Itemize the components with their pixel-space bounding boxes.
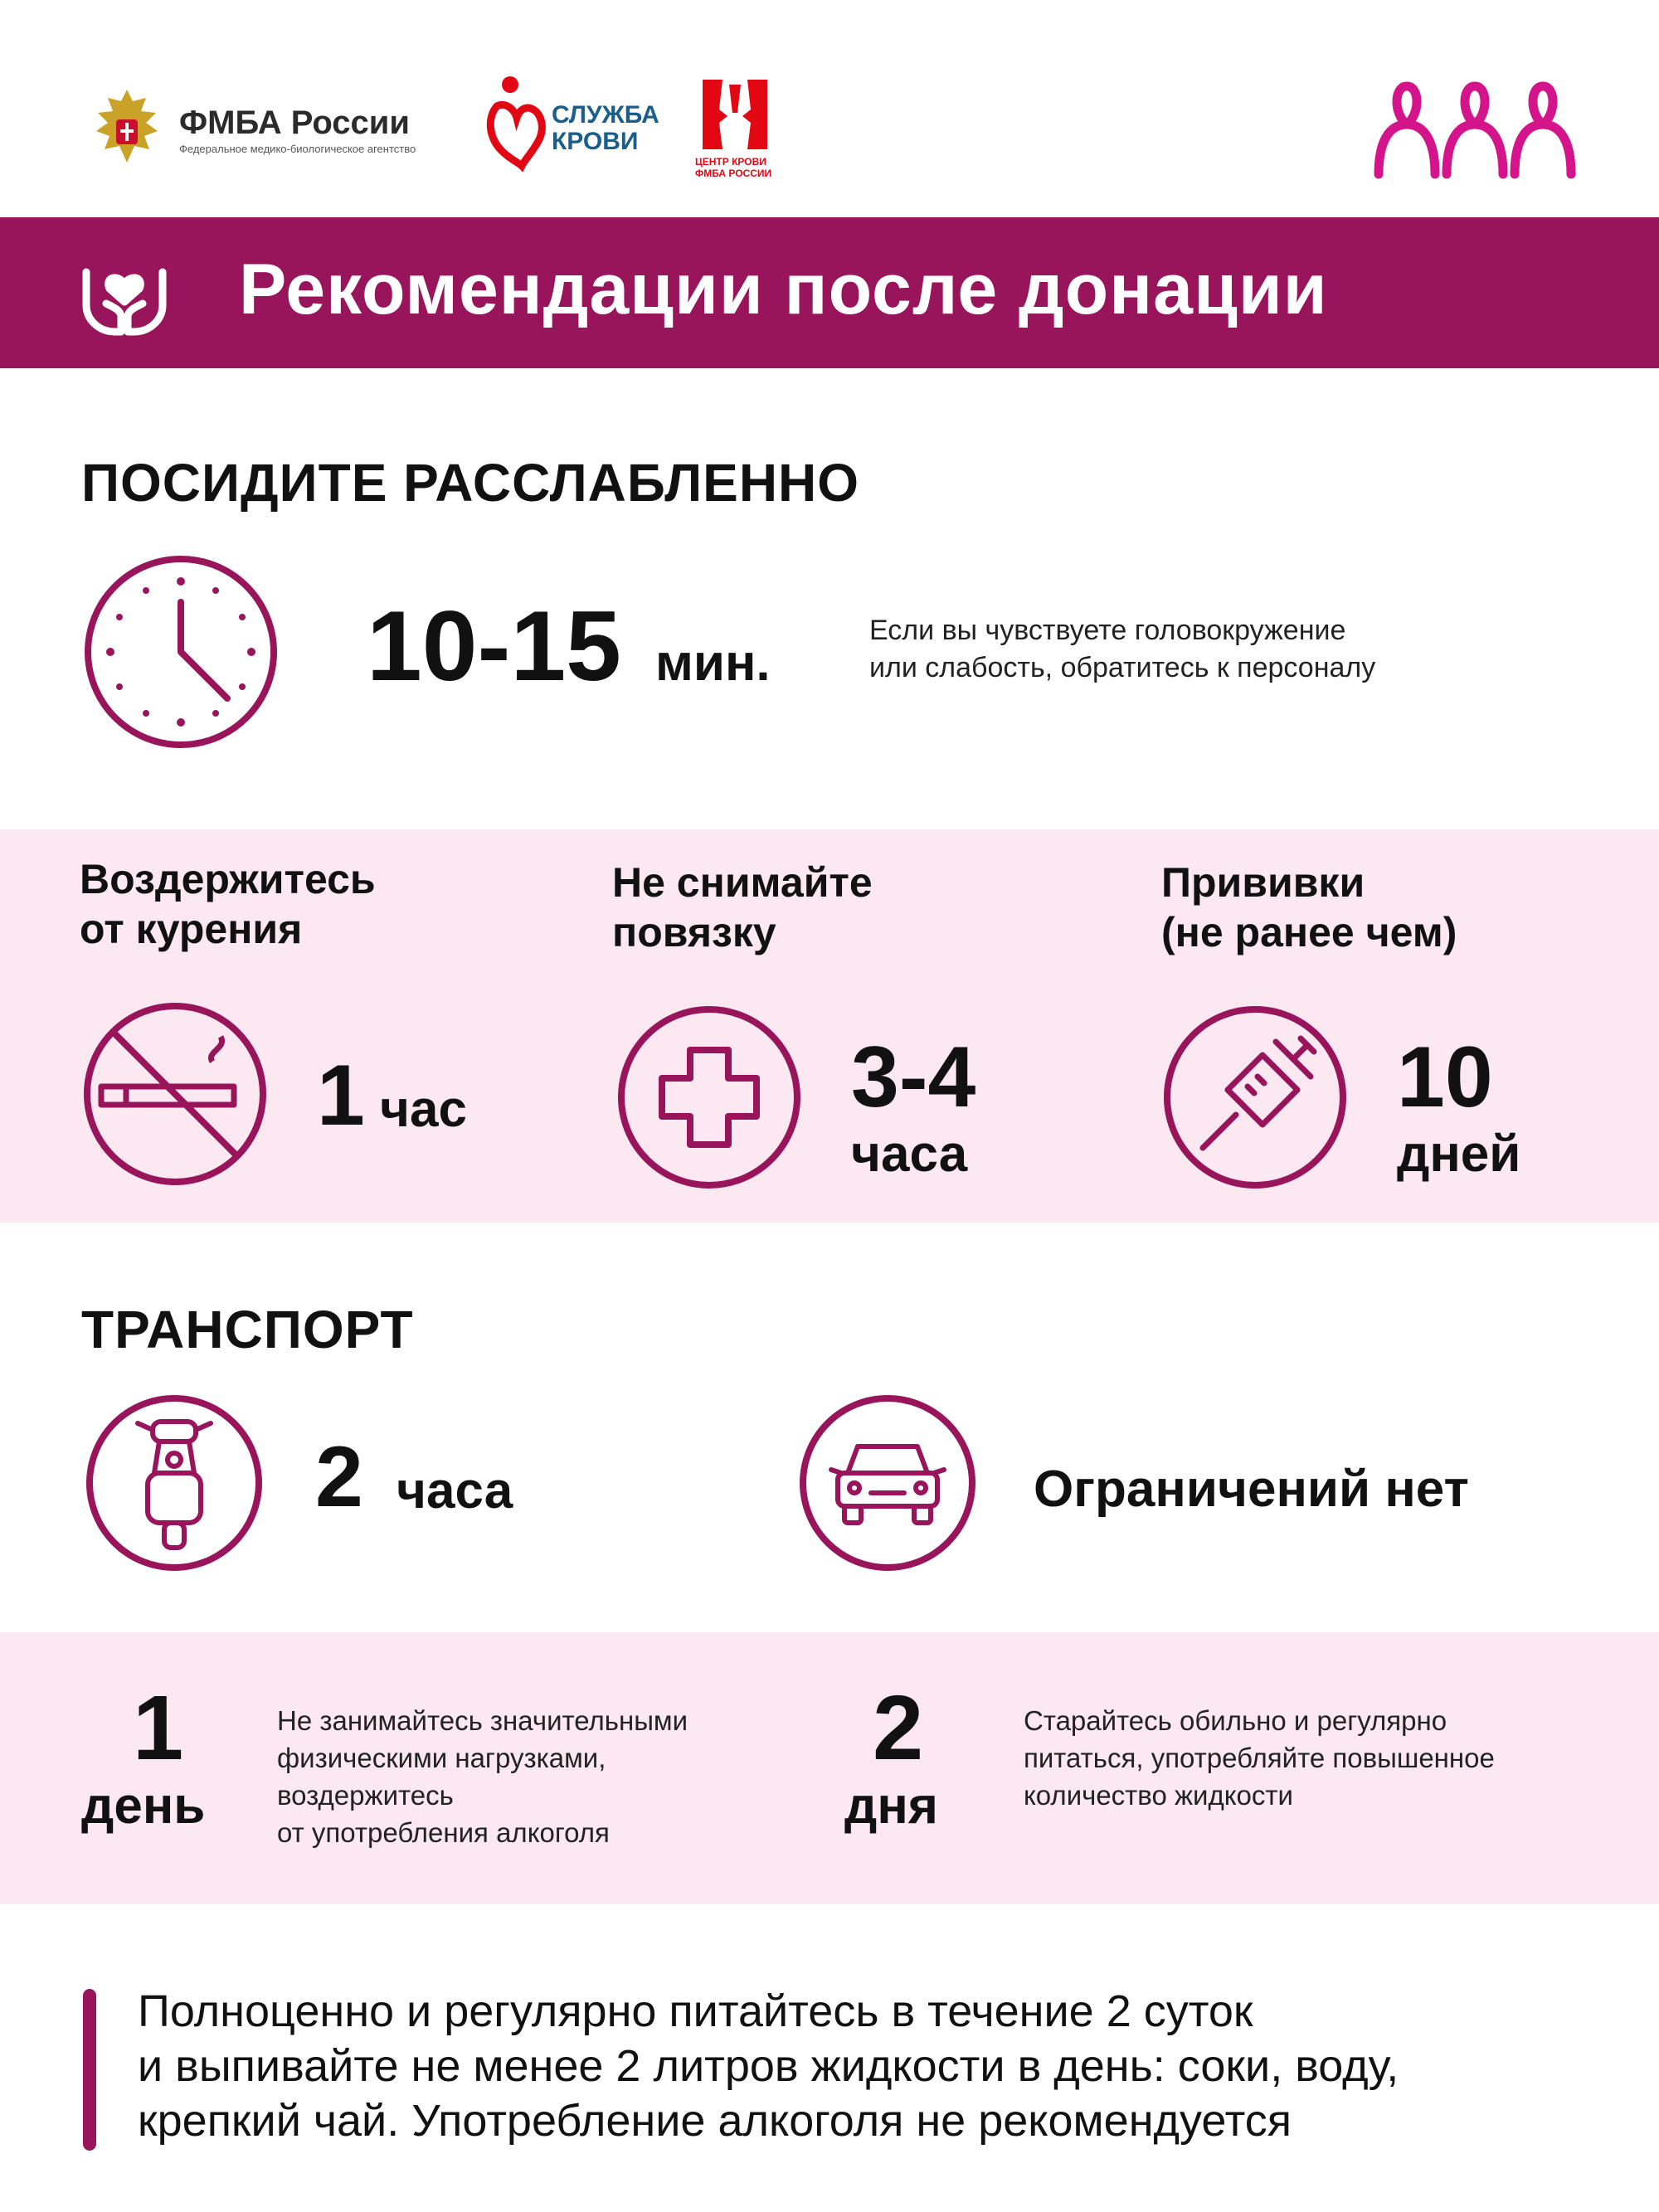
donors-logo-icon [1370,76,1579,184]
fmba-logo [81,83,446,174]
restriction-unit-bandage: часа [851,1125,968,1183]
restriction-value-bandage: 3-4 [851,1029,976,1125]
restriction-value-vaccine: 10 [1397,1029,1493,1125]
relax-note [869,612,1375,687]
restriction-title-line1: Воздержитесь [80,856,376,902]
hands-heart-icon [80,255,169,338]
footer-accent-bar [83,1989,96,2151]
day2-note-line: количество жидкости [1024,1780,1293,1811]
day2-value: 2 [873,1677,924,1779]
restriction-unit-smoking: час [380,1081,467,1138]
scooter-unit: часа [397,1462,513,1519]
medical-cross-icon [615,1004,803,1191]
scooter-value: 2 [315,1429,363,1525]
restriction-unit-vaccine: дней [1397,1125,1521,1183]
day2-note [1024,1702,1495,1814]
fmba-name: ФМБА России [179,105,410,141]
restriction-title-line2: повязку [612,909,776,955]
car-text: Ограничений нет [1034,1461,1469,1518]
sluzhba-line2: КРОВИ [552,128,639,155]
day1-unit: день [81,1777,206,1835]
center-emblem-icon [699,76,771,153]
footer-line: и выпивайте не менее 2 литров жидкости в день: соки, воду, [138,2041,1399,2091]
footer-text [138,1984,1399,2148]
restriction-title-bandage [612,858,873,957]
relax-value: 10-15 [367,591,621,702]
restriction-value-smoking: 1 [317,1048,365,1144]
car-icon [798,1393,977,1573]
day2-note-line: питаться, употребляйте повышенное [1024,1743,1495,1773]
day2-note-line: Старайтесь обильно и регулярно [1024,1705,1447,1736]
relax-unit: мин. [655,634,771,692]
center-krovi-logo [695,76,778,180]
center-line2: ФМБА РОССИИ [695,168,772,179]
blood-heart-icon [485,73,548,173]
restriction-title-line1: Прививки [1161,859,1365,906]
restriction-title-vaccine [1161,858,1457,957]
fmba-subtitle: Федеральное медико-биологическое агентство [179,143,416,155]
footer-line: крепкий чай. Употребление алкоголя не рекомендуется [138,2096,1292,2146]
relax-note-line1: Если вы чувствуете головокружение [869,615,1346,646]
no-smoking-icon [81,1000,269,1188]
transport-heading: ТРАНСПОРТ [81,1300,414,1359]
clock-icon [81,552,280,751]
restriction-title-line2: от курения [80,906,303,952]
scooter-icon [85,1393,264,1573]
relax-note-line2: или слабость, обратитесь к персоналу [869,652,1376,683]
day1-note-line: Не занимайтесь значительными [277,1705,688,1736]
syringe-icon [1161,1004,1349,1191]
day1-note [277,1702,688,1851]
restriction-title-line2: (не ранее чем) [1161,909,1457,955]
day1-note-line: от употребления алкоголя [277,1817,610,1848]
page-title: Рекомендации после донации [239,250,1328,329]
sluzhba-krovi-logo [485,73,676,181]
day1-note-line: воздержитесь [277,1780,454,1811]
restriction-title-smoking [80,854,376,954]
day1-note-line: физическими нагрузками, [277,1743,606,1773]
day2-unit: дня [844,1777,938,1835]
eagle-emblem-icon [81,83,173,174]
center-line1: ЦЕНТР КРОВИ [695,156,766,168]
relax-heading: ПОСИДИТЕ РАССЛАБЛЕННО [81,453,860,513]
restriction-title-line1: Не снимайте [612,859,873,906]
footer-line: Полноценно и регулярно питайтесь в течение 2 суток [138,1986,1253,2036]
sluzhba-line1: СЛУЖБА [552,101,659,129]
day1-value: 1 [133,1677,184,1779]
